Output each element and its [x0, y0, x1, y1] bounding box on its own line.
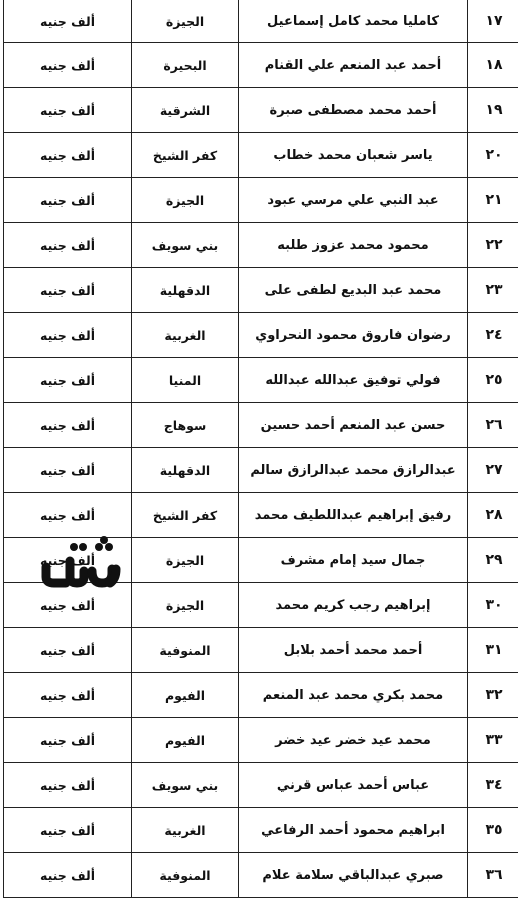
governorate: الفيوم — [132, 718, 239, 763]
prize-amount: ألف جنيه — [4, 43, 132, 88]
row-number: ٣٢ — [468, 673, 518, 718]
logo-text — [46, 561, 116, 583]
winner-name: صبري عبدالباقي سلامة علام — [239, 853, 468, 898]
prize-amount: ألف جنيه — [4, 133, 132, 178]
winner-name: ياسر شعبان محمد خطاب — [239, 133, 468, 178]
governorate: الدقهلية — [132, 448, 239, 493]
prize-amount: ألف جنيه — [4, 538, 132, 583]
winner-name: جمال سيد إمام مشرف — [239, 538, 468, 583]
table-row — [4, 88, 518, 133]
governorate: الجيزة — [132, 0, 239, 43]
row-number: ٣١ — [468, 628, 518, 673]
governorate: الفيوم — [132, 673, 239, 718]
prize-amount: ألف جنيه — [4, 313, 132, 358]
governorate: الدقهلية — [132, 268, 239, 313]
governorate: الجيزة — [132, 583, 239, 628]
table-row — [4, 808, 518, 853]
winner-name: رفيق إبراهيم عبداللطيف محمد — [239, 493, 468, 538]
governorate: كفر الشيخ — [132, 133, 239, 178]
table-row — [4, 763, 518, 808]
row-number: ١٧ — [468, 0, 518, 43]
prize-amount: ألف جنيه — [4, 178, 132, 223]
governorate: المنيا — [132, 358, 239, 403]
governorate: الغربية — [132, 808, 239, 853]
winner-name: عبد النبي علي مرسي عبود — [239, 178, 468, 223]
governorate: الجيزة — [132, 178, 239, 223]
prize-amount: ألف جنيه — [4, 718, 132, 763]
row-number: ١٨ — [468, 43, 518, 88]
governorate: المنوفية — [132, 853, 239, 898]
winner-name: أحمد محمد مصطفى صبرة — [239, 88, 468, 133]
row-number: ٢٦ — [468, 403, 518, 448]
prize-amount: ألف جنيه — [4, 583, 132, 628]
governorate: المنوفية — [132, 628, 239, 673]
logo-dots — [70, 536, 113, 551]
governorate: بني سويف — [132, 223, 239, 268]
row-number: ٣٥ — [468, 808, 518, 853]
prize-amount: ألف جنيه — [4, 763, 132, 808]
winner-name: محمد عبد البديع لطفى على — [239, 268, 468, 313]
winner-name: محمود محمد عزوز طلبه — [239, 223, 468, 268]
table-row — [4, 43, 518, 88]
vito-logo-watermark — [36, 533, 128, 593]
prize-amount: ألف جنيه — [4, 808, 132, 853]
row-number: ٢٥ — [468, 358, 518, 403]
winner-name: محمد عيد خضر عيد خضر — [239, 718, 468, 763]
prize-amount: ألف جنيه — [4, 628, 132, 673]
row-number: ٢٨ — [468, 493, 518, 538]
governorate: الشرقية — [132, 88, 239, 133]
table-row — [4, 718, 518, 763]
table-row — [4, 178, 518, 223]
winner-name: إبراهيم رجب كريم محمد — [239, 583, 468, 628]
winner-name: حسن عبد المنعم أحمد حسين — [239, 403, 468, 448]
winner-name: عبدالرازق محمد عبدالرازق سالم — [239, 448, 468, 493]
table-row — [4, 133, 518, 178]
governorate: البحيرة — [132, 43, 239, 88]
row-number: ١٩ — [468, 88, 518, 133]
prize-amount: ألف جنيه — [4, 268, 132, 313]
winners-table — [3, 0, 518, 898]
row-number: ٢٠ — [468, 133, 518, 178]
table-row — [4, 313, 518, 358]
winners-table-body — [4, 0, 518, 898]
table-row — [4, 628, 518, 673]
prize-amount: ألف جنيه — [4, 853, 132, 898]
row-number: ٣٣ — [468, 718, 518, 763]
winner-name: أحمد عبد المنعم علي القنام — [239, 43, 468, 88]
row-number: ٢١ — [468, 178, 518, 223]
table-row — [4, 448, 518, 493]
governorate: الجيزة — [132, 538, 239, 583]
table-row — [4, 673, 518, 718]
governorate: الغربية — [132, 313, 239, 358]
prize-amount: ألف جنيه — [4, 223, 132, 268]
winner-name: أحمد محمد أحمد بلابل — [239, 628, 468, 673]
prize-amount: ألف جنيه — [4, 493, 132, 538]
table-row — [4, 853, 518, 898]
governorate: كفر الشيخ — [132, 493, 239, 538]
winners-table-sheet — [3, 0, 516, 904]
prize-amount: ألف جنيه — [4, 448, 132, 493]
prize-amount: ألف جنيه — [4, 358, 132, 403]
winner-name: ابراهيم محمود أحمد الرفاعي — [239, 808, 468, 853]
row-number: ٢٩ — [468, 538, 518, 583]
row-number: ٣٠ — [468, 583, 518, 628]
row-number: ٣٤ — [468, 763, 518, 808]
row-number: ٣٦ — [468, 853, 518, 898]
winner-name: محمد بكري محمد عبد المنعم — [239, 673, 468, 718]
winner-name: رضوان فاروق محمود النحراوي — [239, 313, 468, 358]
table-row — [4, 493, 518, 538]
prize-amount: ألف جنيه — [4, 403, 132, 448]
row-number: ٢٤ — [468, 313, 518, 358]
table-row — [4, 0, 518, 43]
winner-name: فولي توفيق عبدالله عبدالله — [239, 358, 468, 403]
winner-name: عباس أحمد عباس قرني — [239, 763, 468, 808]
table-row — [4, 403, 518, 448]
governorate: سوهاج — [132, 403, 239, 448]
winner-name: كامليا محمد كامل إسماعيل — [239, 0, 468, 43]
prize-amount: ألف جنيه — [4, 0, 132, 43]
prize-amount: ألف جنيه — [4, 673, 132, 718]
row-number: ٢٢ — [468, 223, 518, 268]
governorate: بني سويف — [132, 763, 239, 808]
prize-amount: ألف جنيه — [4, 88, 132, 133]
table-row — [4, 268, 518, 313]
row-number: ٢٣ — [468, 268, 518, 313]
row-number: ٢٧ — [468, 448, 518, 493]
table-row — [4, 223, 518, 268]
table-row — [4, 358, 518, 403]
